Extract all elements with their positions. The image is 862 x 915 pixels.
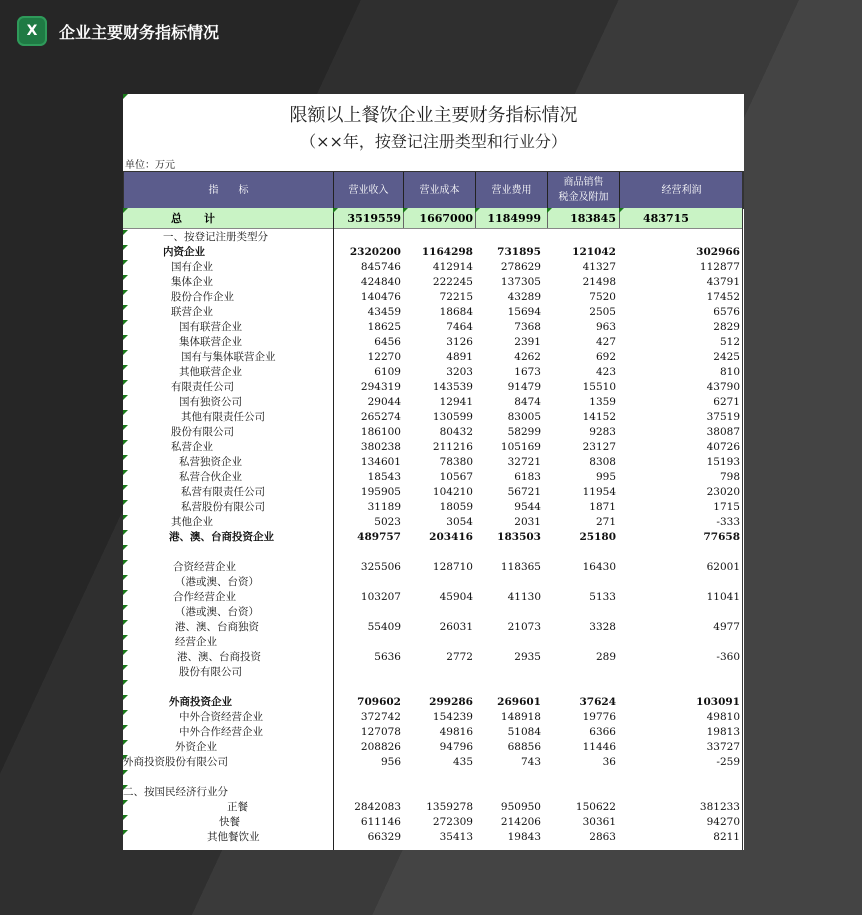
row-label[interactable]: 外商投资企业: [169, 696, 232, 708]
table-cell[interactable]: 302966: [696, 246, 740, 258]
table-cell[interactable]: 7368: [514, 321, 541, 333]
cell-marker-icon: [123, 575, 128, 580]
unit-label: 单位：万元: [125, 160, 175, 171]
table-cell[interactable]: 43459: [367, 306, 401, 318]
table-cell[interactable]: 423: [595, 366, 616, 378]
table-cell[interactable]: 130599: [432, 411, 473, 423]
table-cell[interactable]: 25180: [579, 531, 616, 543]
row-label[interactable]: 股份有限公司: [171, 426, 234, 438]
table-cell[interactable]: 9544: [514, 501, 541, 513]
cell-marker-icon: [123, 680, 128, 685]
table-cell[interactable]: 2505: [589, 306, 616, 318]
table-cell[interactable]: 19813: [706, 726, 740, 738]
table-cell[interactable]: 798: [719, 471, 740, 483]
table-cell[interactable]: 31189: [367, 501, 401, 513]
cell-marker-icon: [123, 725, 128, 730]
table-cell[interactable]: 2391: [514, 336, 541, 348]
table-cell[interactable]: 72215: [439, 291, 473, 303]
header-cell[interactable]: 指 标: [124, 172, 334, 208]
table-cell[interactable]: 58299: [507, 426, 541, 438]
cell-marker-icon: [475, 208, 480, 213]
table-cell[interactable]: 731895: [497, 246, 541, 258]
table-cell[interactable]: 1359: [589, 396, 616, 408]
row-label[interactable]: 私营合伙企业: [179, 471, 242, 483]
table-cell[interactable]: 94270: [706, 816, 740, 828]
table-cell[interactable]: 77658: [703, 531, 740, 543]
sheet-subtitle: （××年，按登记注册类型和行业分）: [300, 132, 567, 151]
row-label[interactable]: 国有联营企业: [179, 321, 242, 333]
table-cell[interactable]: 19843: [507, 831, 541, 843]
table-cell[interactable]: 127078: [360, 726, 401, 738]
table-cell[interactable]: 137305: [500, 276, 541, 288]
table-cell[interactable]: 2935: [514, 651, 541, 663]
table-cell[interactable]: 424840: [360, 276, 401, 288]
row-label[interactable]: 正餐: [227, 801, 248, 813]
cell-marker-icon: [123, 485, 128, 490]
cell-marker-icon: [123, 815, 128, 820]
table-cell[interactable]: 611146: [360, 816, 401, 828]
row-label[interactable]: 有限责任公司: [171, 381, 234, 393]
table-cell[interactable]: 45904: [439, 591, 473, 603]
total-value[interactable]: 183845: [570, 212, 616, 225]
title-bar: [0, 0, 862, 62]
cell-marker-icon: [123, 605, 128, 610]
table-cell[interactable]: 810: [719, 366, 740, 378]
table-cell[interactable]: 269601: [497, 696, 541, 708]
total-row[interactable]: [123, 208, 742, 229]
cell-marker-icon: [123, 695, 128, 700]
table-cell[interactable]: 26031: [439, 621, 473, 633]
table-cell[interactable]: 2031: [514, 516, 541, 528]
sheet-title: 限额以上餐饮企业主要财务指标情况: [289, 105, 578, 126]
cell-marker-icon: [123, 635, 128, 640]
table-cell[interactable]: 105169: [500, 441, 541, 453]
row-label[interactable]: 私营股份有限公司: [181, 501, 265, 513]
row-label[interactable]: 港、澳、台商投资企业: [169, 531, 274, 543]
app-title: 企业主要财务指标情况: [59, 22, 220, 42]
table-cell[interactable]: 4262: [514, 351, 541, 363]
cell-marker-icon: [123, 305, 128, 310]
row-label[interactable]: 其他餐饮业: [207, 831, 260, 843]
row-label[interactable]: 国有与集体联营企业: [181, 351, 276, 363]
table-cell[interactable]: 1715: [713, 501, 740, 513]
table-cell[interactable]: 956: [380, 756, 401, 768]
table-cell[interactable]: 49810: [706, 711, 740, 723]
table-cell[interactable]: 325506: [360, 561, 401, 573]
table-cell[interactable]: 265274: [360, 411, 401, 423]
cell-marker-icon: [123, 350, 128, 355]
table-cell[interactable]: 10567: [439, 471, 473, 483]
table-cell[interactable]: 33727: [706, 741, 740, 753]
table-cell[interactable]: 118365: [500, 561, 541, 573]
cell-marker-icon: [123, 425, 128, 430]
table-cell[interactable]: 11041: [706, 591, 740, 603]
table-cell[interactable]: 1164298: [421, 246, 473, 258]
table-cell[interactable]: 78380: [439, 456, 473, 468]
table-cell[interactable]: 128710: [432, 561, 473, 573]
total-value[interactable]: 1184999: [487, 212, 541, 225]
cell-marker-icon: [123, 620, 128, 625]
cell-marker-icon: [403, 208, 408, 213]
table-cell[interactable]: 16430: [582, 561, 616, 573]
spreadsheet[interactable]: [123, 94, 744, 850]
table-cell[interactable]: 143539: [432, 381, 473, 393]
table-cell[interactable]: 29044: [367, 396, 401, 408]
table-cell[interactable]: 372742: [360, 711, 401, 723]
cell-marker-icon: [123, 260, 128, 265]
table-cell[interactable]: 12270: [367, 351, 401, 363]
table-cell[interactable]: 21073: [507, 621, 541, 633]
table-cell[interactable]: 995: [595, 471, 616, 483]
table-cell[interactable]: 6271: [713, 396, 740, 408]
table-cell[interactable]: 2425: [713, 351, 740, 363]
table-cell[interactable]: 18543: [367, 471, 401, 483]
table-cell[interactable]: 427: [595, 336, 616, 348]
table-cell[interactable]: -360: [716, 651, 740, 663]
table-cell[interactable]: 6109: [374, 366, 401, 378]
table-cell[interactable]: 950950: [500, 801, 541, 813]
table-cell[interactable]: 435: [452, 756, 473, 768]
table-cell[interactable]: 80432: [439, 426, 473, 438]
table-cell[interactable]: 41327: [582, 261, 616, 273]
table-cell[interactable]: 17452: [706, 291, 740, 303]
table-cell[interactable]: 1673: [514, 366, 541, 378]
table-cell[interactable]: 380238: [360, 441, 401, 453]
table-cell[interactable]: 222245: [432, 276, 473, 288]
cell-marker-icon: [333, 208, 338, 213]
row-label[interactable]: 其他联营企业: [179, 366, 242, 378]
table-cell[interactable]: 489757: [357, 531, 401, 543]
table-cell[interactable]: 2842083: [354, 801, 401, 813]
cell-marker-icon: [123, 365, 128, 370]
table-cell[interactable]: 6456: [374, 336, 401, 348]
cell-marker-icon: [123, 290, 128, 295]
table-cell[interactable]: 183503: [497, 531, 541, 543]
table-cell[interactable]: 11954: [582, 486, 616, 498]
table-cell[interactable]: 112877: [699, 261, 740, 273]
table-cell[interactable]: 299286: [429, 696, 473, 708]
cell-marker-icon: [123, 410, 128, 415]
table-cell[interactable]: 6366: [589, 726, 616, 738]
cell-marker-icon: [123, 455, 128, 460]
excel-icon[interactable]: X: [17, 16, 47, 46]
row-label[interactable]: 集体联营企业: [179, 336, 242, 348]
table-cell[interactable]: 37519: [706, 411, 740, 423]
cell-marker-icon: [123, 740, 128, 745]
table-cell[interactable]: 15510: [582, 381, 616, 393]
total-label: 总 计: [171, 212, 215, 225]
table-cell[interactable]: 512: [719, 336, 740, 348]
table-cell[interactable]: 62001: [706, 561, 740, 573]
table-cell[interactable]: 68856: [507, 741, 541, 753]
row-label[interactable]: 二、按国民经济行业分: [123, 786, 228, 798]
cell-marker-icon: [123, 500, 128, 505]
table-cell[interactable]: 5023: [374, 516, 401, 528]
cell-marker-icon: [123, 710, 128, 715]
cell-marker-icon: [123, 785, 128, 790]
table-cell[interactable]: 5636: [374, 651, 401, 663]
table-cell[interactable]: 121042: [572, 246, 616, 258]
table-cell[interactable]: 23020: [706, 486, 740, 498]
cell-marker-icon: [123, 530, 128, 535]
table-cell[interactable]: 134601: [360, 456, 401, 468]
table-cell[interactable]: 278629: [500, 261, 541, 273]
table-cell[interactable]: 3126: [446, 336, 473, 348]
row-label[interactable]: 国有企业: [171, 261, 213, 273]
total-value[interactable]: 483715: [643, 212, 689, 225]
table-cell[interactable]: 40726: [706, 441, 740, 453]
table-cell[interactable]: 154239: [432, 711, 473, 723]
cell-marker-icon: [123, 560, 128, 565]
table-cell[interactable]: 8308: [589, 456, 616, 468]
table-cell[interactable]: 23127: [582, 441, 616, 453]
header-cell[interactable]: 营业收入: [334, 172, 404, 208]
total-value[interactable]: 1667000: [419, 212, 473, 225]
row-label[interactable]: 其他有限责任公司: [181, 411, 265, 423]
table-cell[interactable]: 186100: [360, 426, 401, 438]
cell-marker-icon: [123, 650, 128, 655]
table-cell[interactable]: 56721: [507, 486, 541, 498]
row-label[interactable]: 其他企业: [171, 516, 213, 528]
cell-marker-icon: [123, 830, 128, 835]
right-border: [742, 171, 743, 850]
table-cell[interactable]: 7520: [589, 291, 616, 303]
table-cell[interactable]: 51084: [507, 726, 541, 738]
table-cell[interactable]: 214206: [500, 816, 541, 828]
table-cell[interactable]: 211216: [432, 441, 473, 453]
table-cell[interactable]: 103207: [360, 591, 401, 603]
table-cell[interactable]: 41130: [507, 591, 541, 603]
table-cell[interactable]: 2829: [713, 321, 740, 333]
table-cell[interactable]: 6576: [713, 306, 740, 318]
table-cell[interactable]: 30361: [582, 816, 616, 828]
table-cell[interactable]: 963: [595, 321, 616, 333]
table-cell[interactable]: 49816: [439, 726, 473, 738]
table-cell[interactable]: 381233: [699, 801, 740, 813]
cell-marker-icon: [123, 515, 128, 520]
row-label[interactable]: 国有独资公司: [179, 396, 242, 408]
header-cell[interactable]: 营业成本: [404, 172, 476, 208]
table-cell[interactable]: 104210: [432, 486, 473, 498]
cell-marker-icon: [123, 230, 128, 235]
table-cell[interactable]: 3328: [589, 621, 616, 633]
row-label[interactable]: 股份合作企业: [171, 291, 234, 303]
row-label[interactable]: 中外合资经营企业: [179, 711, 263, 723]
cell-marker-icon: [123, 380, 128, 385]
row-label[interactable]: 外资企业: [175, 741, 217, 753]
table-cell[interactable]: 148918: [500, 711, 541, 723]
table-cell[interactable]: 15694: [507, 306, 541, 318]
table-cell[interactable]: 38087: [706, 426, 740, 438]
table-cell[interactable]: 18625: [367, 321, 401, 333]
row-label[interactable]: （港或澳、台资）: [175, 606, 259, 618]
row-label[interactable]: （港或澳、台资）: [175, 576, 259, 588]
table-cell[interactable]: 150622: [575, 801, 616, 813]
table-cell[interactable]: 412914: [432, 261, 473, 273]
cell-marker-icon: [123, 245, 128, 250]
table-cell[interactable]: 12941: [439, 396, 473, 408]
table-cell[interactable]: 845746: [360, 261, 401, 273]
row-label[interactable]: 合作经营企业: [173, 591, 236, 603]
table-cell[interactable]: 43289: [507, 291, 541, 303]
table-cell[interactable]: 289: [595, 651, 616, 663]
table-cell[interactable]: 5133: [589, 591, 616, 603]
row-label[interactable]: 股份有限公司: [179, 666, 242, 678]
cell-marker-icon: [547, 208, 552, 213]
table-cell[interactable]: -333: [716, 516, 740, 528]
table-cell[interactable]: 8474: [514, 396, 541, 408]
table-cell[interactable]: 94796: [439, 741, 473, 753]
table-cell[interactable]: 272309: [432, 816, 473, 828]
table-cell[interactable]: 6183: [514, 471, 541, 483]
table-cell[interactable]: 743: [520, 756, 541, 768]
row-label[interactable]: 集体企业: [171, 276, 213, 288]
table-cell[interactable]: 3203: [446, 366, 473, 378]
table-cell[interactable]: 32721: [507, 456, 541, 468]
table-cell[interactable]: 140476: [360, 291, 401, 303]
cell-marker-icon: [123, 470, 128, 475]
table-cell[interactable]: 18059: [439, 501, 473, 513]
cell-marker-icon: [123, 590, 128, 595]
table-cell[interactable]: 2863: [589, 831, 616, 843]
table-cell[interactable]: 208826: [360, 741, 401, 753]
row-label[interactable]: 一、按登记注册类型分: [163, 231, 268, 243]
table-cell[interactable]: 709602: [357, 696, 401, 708]
table-cell[interactable]: 3054: [446, 516, 473, 528]
cell-marker-icon: [123, 208, 128, 213]
table-cell[interactable]: 103091: [696, 696, 740, 708]
header-cell[interactable]: 经营利润: [661, 184, 702, 196]
cell-marker-icon: [123, 755, 128, 760]
table-cell[interactable]: 18684: [439, 306, 473, 318]
table-cell[interactable]: 14152: [582, 411, 616, 423]
row-label[interactable]: 私营企业: [171, 441, 213, 453]
cell-marker-icon: [123, 800, 128, 805]
table-cell[interactable]: 83005: [507, 411, 541, 423]
table-cell[interactable]: 55409: [367, 621, 401, 633]
table-cell[interactable]: 4977: [713, 621, 740, 633]
table-cell[interactable]: 195905: [360, 486, 401, 498]
table-cell[interactable]: 91479: [507, 381, 541, 393]
cell-marker-icon: [123, 395, 128, 400]
cell-marker-icon: [123, 94, 128, 99]
table-cell[interactable]: 2772: [446, 651, 473, 663]
table-cell[interactable]: 8211: [713, 831, 740, 843]
row-label[interactable]: 内资企业: [163, 246, 205, 258]
row-label[interactable]: 中外合作经营企业: [179, 726, 263, 738]
table-cell[interactable]: -259: [716, 756, 740, 768]
table-cell[interactable]: 35413: [439, 831, 473, 843]
table-header: [123, 171, 744, 209]
table-cell[interactable]: 1871: [589, 501, 616, 513]
table-cell[interactable]: 43790: [706, 381, 740, 393]
table-cell[interactable]: 37624: [579, 696, 616, 708]
table-cell[interactable]: 11446: [582, 741, 616, 753]
table-cell[interactable]: 203416: [429, 531, 473, 543]
cell-marker-icon: [123, 665, 128, 670]
total-value[interactable]: 3519559: [347, 212, 401, 225]
table-cell[interactable]: 19776: [582, 711, 616, 723]
table-cell[interactable]: 66329: [367, 831, 401, 843]
table-cell[interactable]: 15193: [706, 456, 740, 468]
table-cell[interactable]: 692: [595, 351, 616, 363]
cell-marker-icon: [123, 335, 128, 340]
table-cell[interactable]: 2320200: [349, 246, 401, 258]
table-cell[interactable]: 294319: [360, 381, 401, 393]
cell-marker-icon: [123, 275, 128, 280]
row-label[interactable]: 私营有限责任公司: [181, 486, 265, 498]
row-label[interactable]: 港、澳、台商投资: [177, 651, 261, 663]
row-label[interactable]: 联营企业: [171, 306, 213, 318]
table-cell[interactable]: 36: [602, 756, 616, 768]
row-label[interactable]: 合资经营企业: [173, 561, 236, 573]
row-label[interactable]: 经营企业: [175, 636, 217, 648]
table-cell[interactable]: 7464: [446, 321, 473, 333]
table-cell[interactable]: 9283: [589, 426, 616, 438]
header-cell[interactable]: 营业费用: [476, 172, 548, 208]
table-cell[interactable]: 271: [595, 516, 616, 528]
cell-marker-icon: [123, 440, 128, 445]
row-label[interactable]: 港、澳、台商独资: [175, 621, 259, 633]
row-label[interactable]: 私营独资企业: [179, 456, 242, 468]
row-label[interactable]: 外商投资股份有限公司: [123, 756, 228, 768]
cell-marker-icon: [123, 320, 128, 325]
table-cell[interactable]: 4891: [446, 351, 473, 363]
cell-marker-icon: [123, 770, 128, 775]
table-cell[interactable]: 43791: [706, 276, 740, 288]
table-cell[interactable]: 1359278: [426, 801, 473, 813]
row-label[interactable]: 快餐: [219, 816, 240, 828]
cell-marker-icon: [619, 208, 624, 213]
header-cell[interactable]: 商品销售 税金及附加: [548, 172, 620, 208]
cell-marker-icon: [123, 545, 128, 550]
table-cell[interactable]: 21498: [582, 276, 616, 288]
